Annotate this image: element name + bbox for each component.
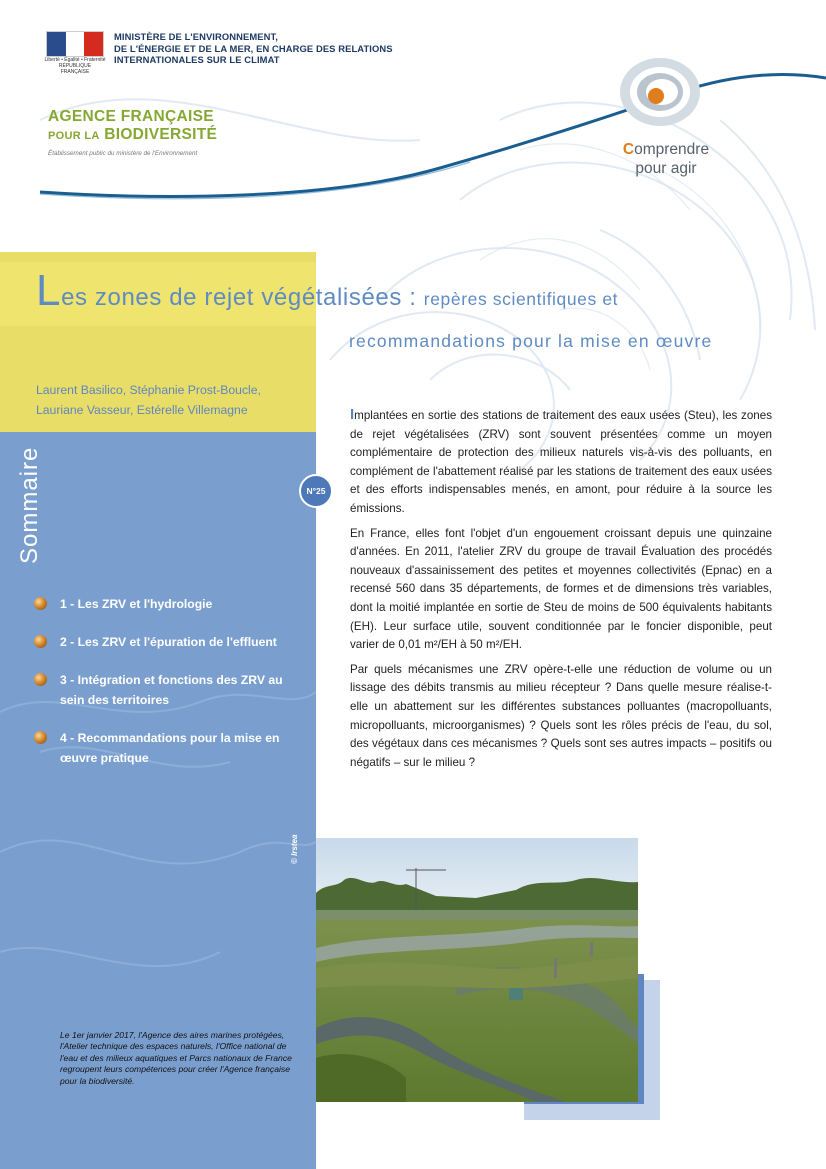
agency-subtitle: Établissement public du ministère de l'Environnement — [48, 150, 198, 157]
republic-label: Liberté • Égalité • Fraternité RÉPUBLIQUE FRANÇAISE — [44, 57, 106, 75]
toc-item[interactable]: 2 - Les ZRV et l'épuration de l'effluent — [34, 632, 304, 652]
intro-text — [350, 406, 772, 778]
authors: Laurent Basilico, Stéphanie Prost-Boucle, Lauriane Vasseur, Estérelle Villemagne — [36, 383, 261, 417]
ministry-name: MINISTÈRE DE L'ENVIRONNEMENT, DE L'ÉNERGIE ET DE LA MER, EN CHARGE DES RELATIONS INTERNATIONALES SUR LE CLIMAT — [114, 31, 393, 65]
toc-item[interactable]: 4 - Recommandations pour la mise en œuvre pratique — [34, 728, 304, 768]
photo-credit: © Irstea — [290, 834, 299, 864]
sommaire-label: Sommaire — [16, 446, 43, 564]
republic-flag-logo — [46, 31, 104, 57]
page-title: Les zones de rejet végétalisées : repères scientifiques et — [36, 266, 619, 315]
agency-logo-text: AGENCE FRANÇAISE POUR LA BIODIVERSITÉ — [48, 108, 218, 143]
zrv-landscape-photo — [316, 838, 638, 1102]
footnote: Le 1er janvier 2017, l'Agence des aires marines protégées, l'Atelier technique des espaces naturels, l'Office national de l'eau et des milieux aquatiques et Parcs nationaux de France regroupent leurs compétences pour créer l'Agence française pour la biodiversité. — [60, 1030, 292, 1086]
paragraph: En France, elles font l'objet d'un engouement croissant depuis une quinzaine d'années. En 2011, l'atelier ZRV du groupe de travail Évaluation des procédés nouveaux d'assainissement des petites et moyennes collectivités (Epnac) en a recensé 560 dans 35 départements, de formes et de dimensions très variables, dont la moitié implantée en sortie de Steu de moins de 500 équivalents habitants (EH). Leur surface utile, souvent conditionnée par le foncier disponible, peut varier de 0,01 m²/EH à 50 m²/EH. — [350, 526, 772, 652]
tagline: Comprendre pour agir — [622, 141, 710, 177]
bullet-icon — [34, 635, 47, 648]
paragraph: Par quels mécanismes une ZRV opère-t-elle une réduction de volume ou un lissage des débits transmis au milieu récepteur ? Dans quelle mesure réalise-t-elle un abattement sur les différentes substances polluantes (macropolluants, micropolluants, microorganismes) ? Quels sont les rôles précis de l'eau, du sol, des végétaux dans ces mécanismes ? Quels sont ses autres impacts – positifs ou négatifs – sur le milieu ? — [350, 662, 772, 769]
toc-item[interactable]: 3 - Intégration et fonctions des ZRV au sein des territoires — [34, 670, 304, 710]
toc-item[interactable]: 1 - Les ZRV et l'hydrologie — [34, 594, 304, 614]
page-subtitle: recommandations pour la mise en œuvre — [349, 331, 713, 351]
comprendre-logo-icon — [612, 50, 708, 130]
bullet-icon — [34, 731, 47, 744]
bullet-icon — [34, 673, 47, 686]
table-of-contents — [34, 594, 304, 786]
bullet-icon — [34, 597, 47, 610]
paragraph: Implantées en sortie des stations de traitement des eaux usées (Steu), les zones de rejet végétalisées (ZRV) sont souvent présentées comme un moyen complémentaire de protection des milieux naturels vis-à-vis des polluants, en complément de l'abattement réalisé par les stations de traitement des eaux usées et des efforts indispensables menés, en amont, pour réduire à la source les émissions. — [350, 406, 772, 515]
issue-badge: N°25 — [299, 474, 333, 508]
